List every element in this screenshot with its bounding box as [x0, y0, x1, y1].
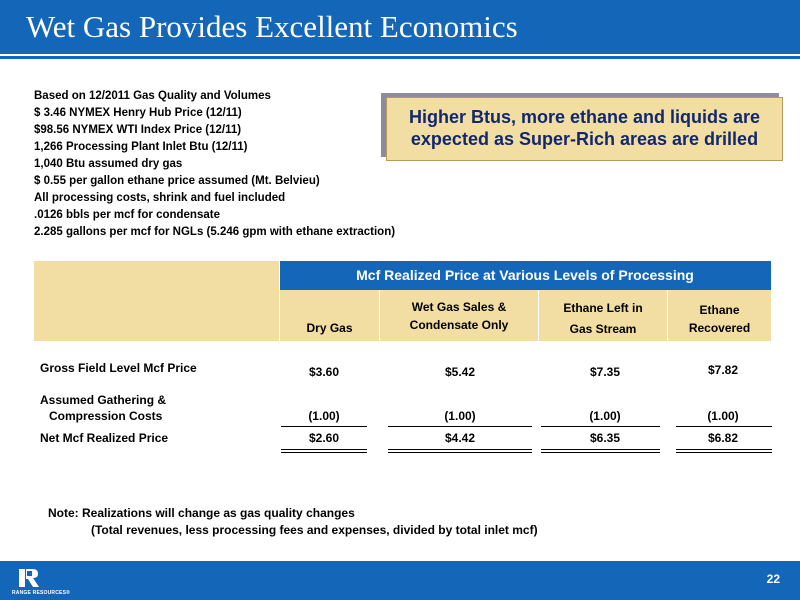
subtotal-rule: [541, 426, 660, 427]
company-name: RANGE RESOURCES®: [12, 590, 71, 596]
note: [48, 505, 538, 539]
column-header-line: Gas Stream: [569, 322, 637, 336]
assumption-item: $98.56 NYMEX WTI Index Price (12/11): [34, 124, 242, 136]
cell-gross-dry: $3.60: [308, 365, 340, 379]
assumption-item: 2.285 gallons per mcf for NGLs (5.246 gpm with ethane extraction): [34, 226, 396, 238]
title-rule: [0, 56, 800, 59]
assumption-item: 1,040 Btu assumed dry gas: [34, 158, 183, 170]
assumption-item: $ 3.46 NYMEX Henry Hub Price (12/11): [34, 107, 242, 119]
assumption-item: $ 0.55 per gallon ethane price assumed (Mt. Belvieu): [34, 175, 320, 187]
total-rule: [541, 449, 660, 450]
table-header: [279, 261, 771, 290]
column-header-line: Ethane Left in: [563, 301, 643, 315]
cell-cost-ethane-left: (1.00): [589, 409, 621, 423]
assumption-item: Based on 12/2011 Gas Quality and Volumes: [34, 90, 271, 102]
column-header-line: Condensate Only: [409, 318, 509, 332]
total-rule: [676, 452, 772, 453]
column-header-wet-gas: [380, 298, 538, 334]
cell-gross-wet: $5.42: [444, 365, 476, 379]
page-number: 22: [766, 572, 780, 586]
column-header-ethane-recovered: [668, 301, 771, 337]
callout-line: expected as Super-Rich areas are drilled: [410, 129, 759, 149]
subtotal-rule: [281, 426, 367, 427]
page-title: Wet Gas Provides Excellent Economics: [26, 9, 518, 44]
callout-line: Higher Btus, more ethane and liquids are: [408, 107, 761, 127]
cell-net-wet: $4.42: [444, 431, 476, 445]
total-rule: [676, 449, 772, 450]
row-label-gathering-line2: Compression Costs: [49, 409, 163, 423]
note-line: (Total revenues, less processing fees and expenses, divided by total inlet mcf): [91, 523, 538, 537]
total-rule: [388, 449, 532, 450]
cell-cost-dry: (1.00): [308, 409, 340, 423]
row-label-net-price: Net Mcf Realized Price: [40, 431, 169, 445]
column-header-line: Dry Gas: [306, 321, 353, 335]
note-line: Note: Realizations will change as gas quality changes: [48, 506, 355, 520]
cell-net-dry: $2.60: [308, 431, 340, 445]
assumptions-list: [34, 88, 395, 241]
title-bar: [0, 0, 800, 54]
cell-gross-ethane-recovered: $7.82: [707, 363, 739, 377]
column-header-line: Recovered: [688, 321, 751, 335]
cell-cost-wet: (1.00): [444, 409, 476, 423]
column-header-line: Ethane: [699, 303, 740, 317]
assumption-item: All processing costs, shrink and fuel included: [34, 192, 286, 204]
column-header-line: [280, 301, 379, 319]
cell-cost-ethane-recovered: (1.00): [707, 409, 739, 423]
table-header-title: Mcf Realized Price at Various Levels of Processing: [356, 267, 694, 283]
row-label-gross-price: Gross Field Level Mcf Price: [40, 361, 197, 375]
range-resources-logo-icon: [18, 568, 40, 588]
column-header-dry-gas: [280, 301, 379, 337]
cell-gross-ethane-left: $7.35: [589, 365, 621, 379]
column-header-line: Wet Gas Sales &: [411, 300, 507, 314]
callout-box: [386, 97, 783, 161]
cell-net-ethane-recovered: $6.82: [707, 431, 739, 445]
total-rule: [388, 452, 532, 453]
footer: [0, 561, 800, 600]
assumption-item: .0126 bbls per mcf for condensate: [34, 209, 220, 221]
row-label-gathering: Assumed Gathering &: [40, 393, 167, 407]
total-rule: [541, 452, 660, 453]
column-header-ethane-left: [539, 298, 667, 340]
assumption-item: 1,266 Processing Plant Inlet Btu (12/11): [34, 141, 248, 153]
total-rule: [281, 449, 367, 450]
cell-net-ethane-left: $6.35: [589, 431, 621, 445]
total-rule: [281, 452, 367, 453]
subtotal-rule: [388, 426, 532, 427]
subtotal-rule: [676, 426, 772, 427]
